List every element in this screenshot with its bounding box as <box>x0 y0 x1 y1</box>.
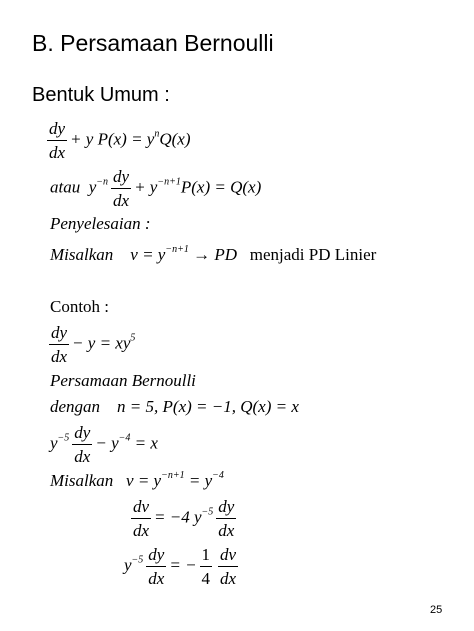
dv-dx-equation: $\frac{dv}{dx}$ = −4 $y^{-5}$ $\frac{dy}{dx}$ <box>133 497 235 540</box>
v-definition-line: Misalkan $v = y^{-n+1} = y^{-4}$ <box>50 470 224 490</box>
page-number: 25 <box>430 604 443 616</box>
section-heading: Bentuk Umum : <box>32 84 170 106</box>
general-form-equation: $\frac{dy}{dx}$ + y $P(x) = y^nQ(x)$ <box>49 119 191 162</box>
penyelesaian-label: Penyelesaian : <box>50 214 151 233</box>
atau-word: atau <box>50 177 81 197</box>
substitution-line: Misalkan $v = y^{-n+1}$ → PD menjadi PD Linier <box>50 244 377 264</box>
contoh-label: Contoh : <box>50 297 110 316</box>
misalkan-word-2: Misalkan <box>50 471 114 490</box>
menjadi-text: menjadi PD Linier <box>249 245 377 264</box>
misalkan-word: Misalkan <box>50 245 114 264</box>
persamaan-bernoulli-label: Persamaan Bernoulli <box>50 371 196 390</box>
multiplied-equation: $y^{-5}$ $\frac{dy}{dx}$ − $y^{-4} = x$ <box>50 423 158 466</box>
slide-title: B. Persamaan Bernoulli <box>32 30 274 56</box>
final-equation: $y^{-5}$ $\frac{dy}{dx}$ = − $\frac{1}{4}$ $\frac{dv}{dx}$ <box>124 545 237 588</box>
dengan-word: dengan <box>50 397 101 416</box>
example-equation: $\frac{dy}{dx}$ − $y = xy^5$ <box>51 323 136 366</box>
atau-form-equation: atau $y^{-n}$ $\frac{dy}{dx}$ + $y^{-n+1}P(x) = Q(x)$ <box>50 167 262 210</box>
params-line: dengan n = 5, P(x) = −1, Q(x) = x <box>50 397 299 416</box>
